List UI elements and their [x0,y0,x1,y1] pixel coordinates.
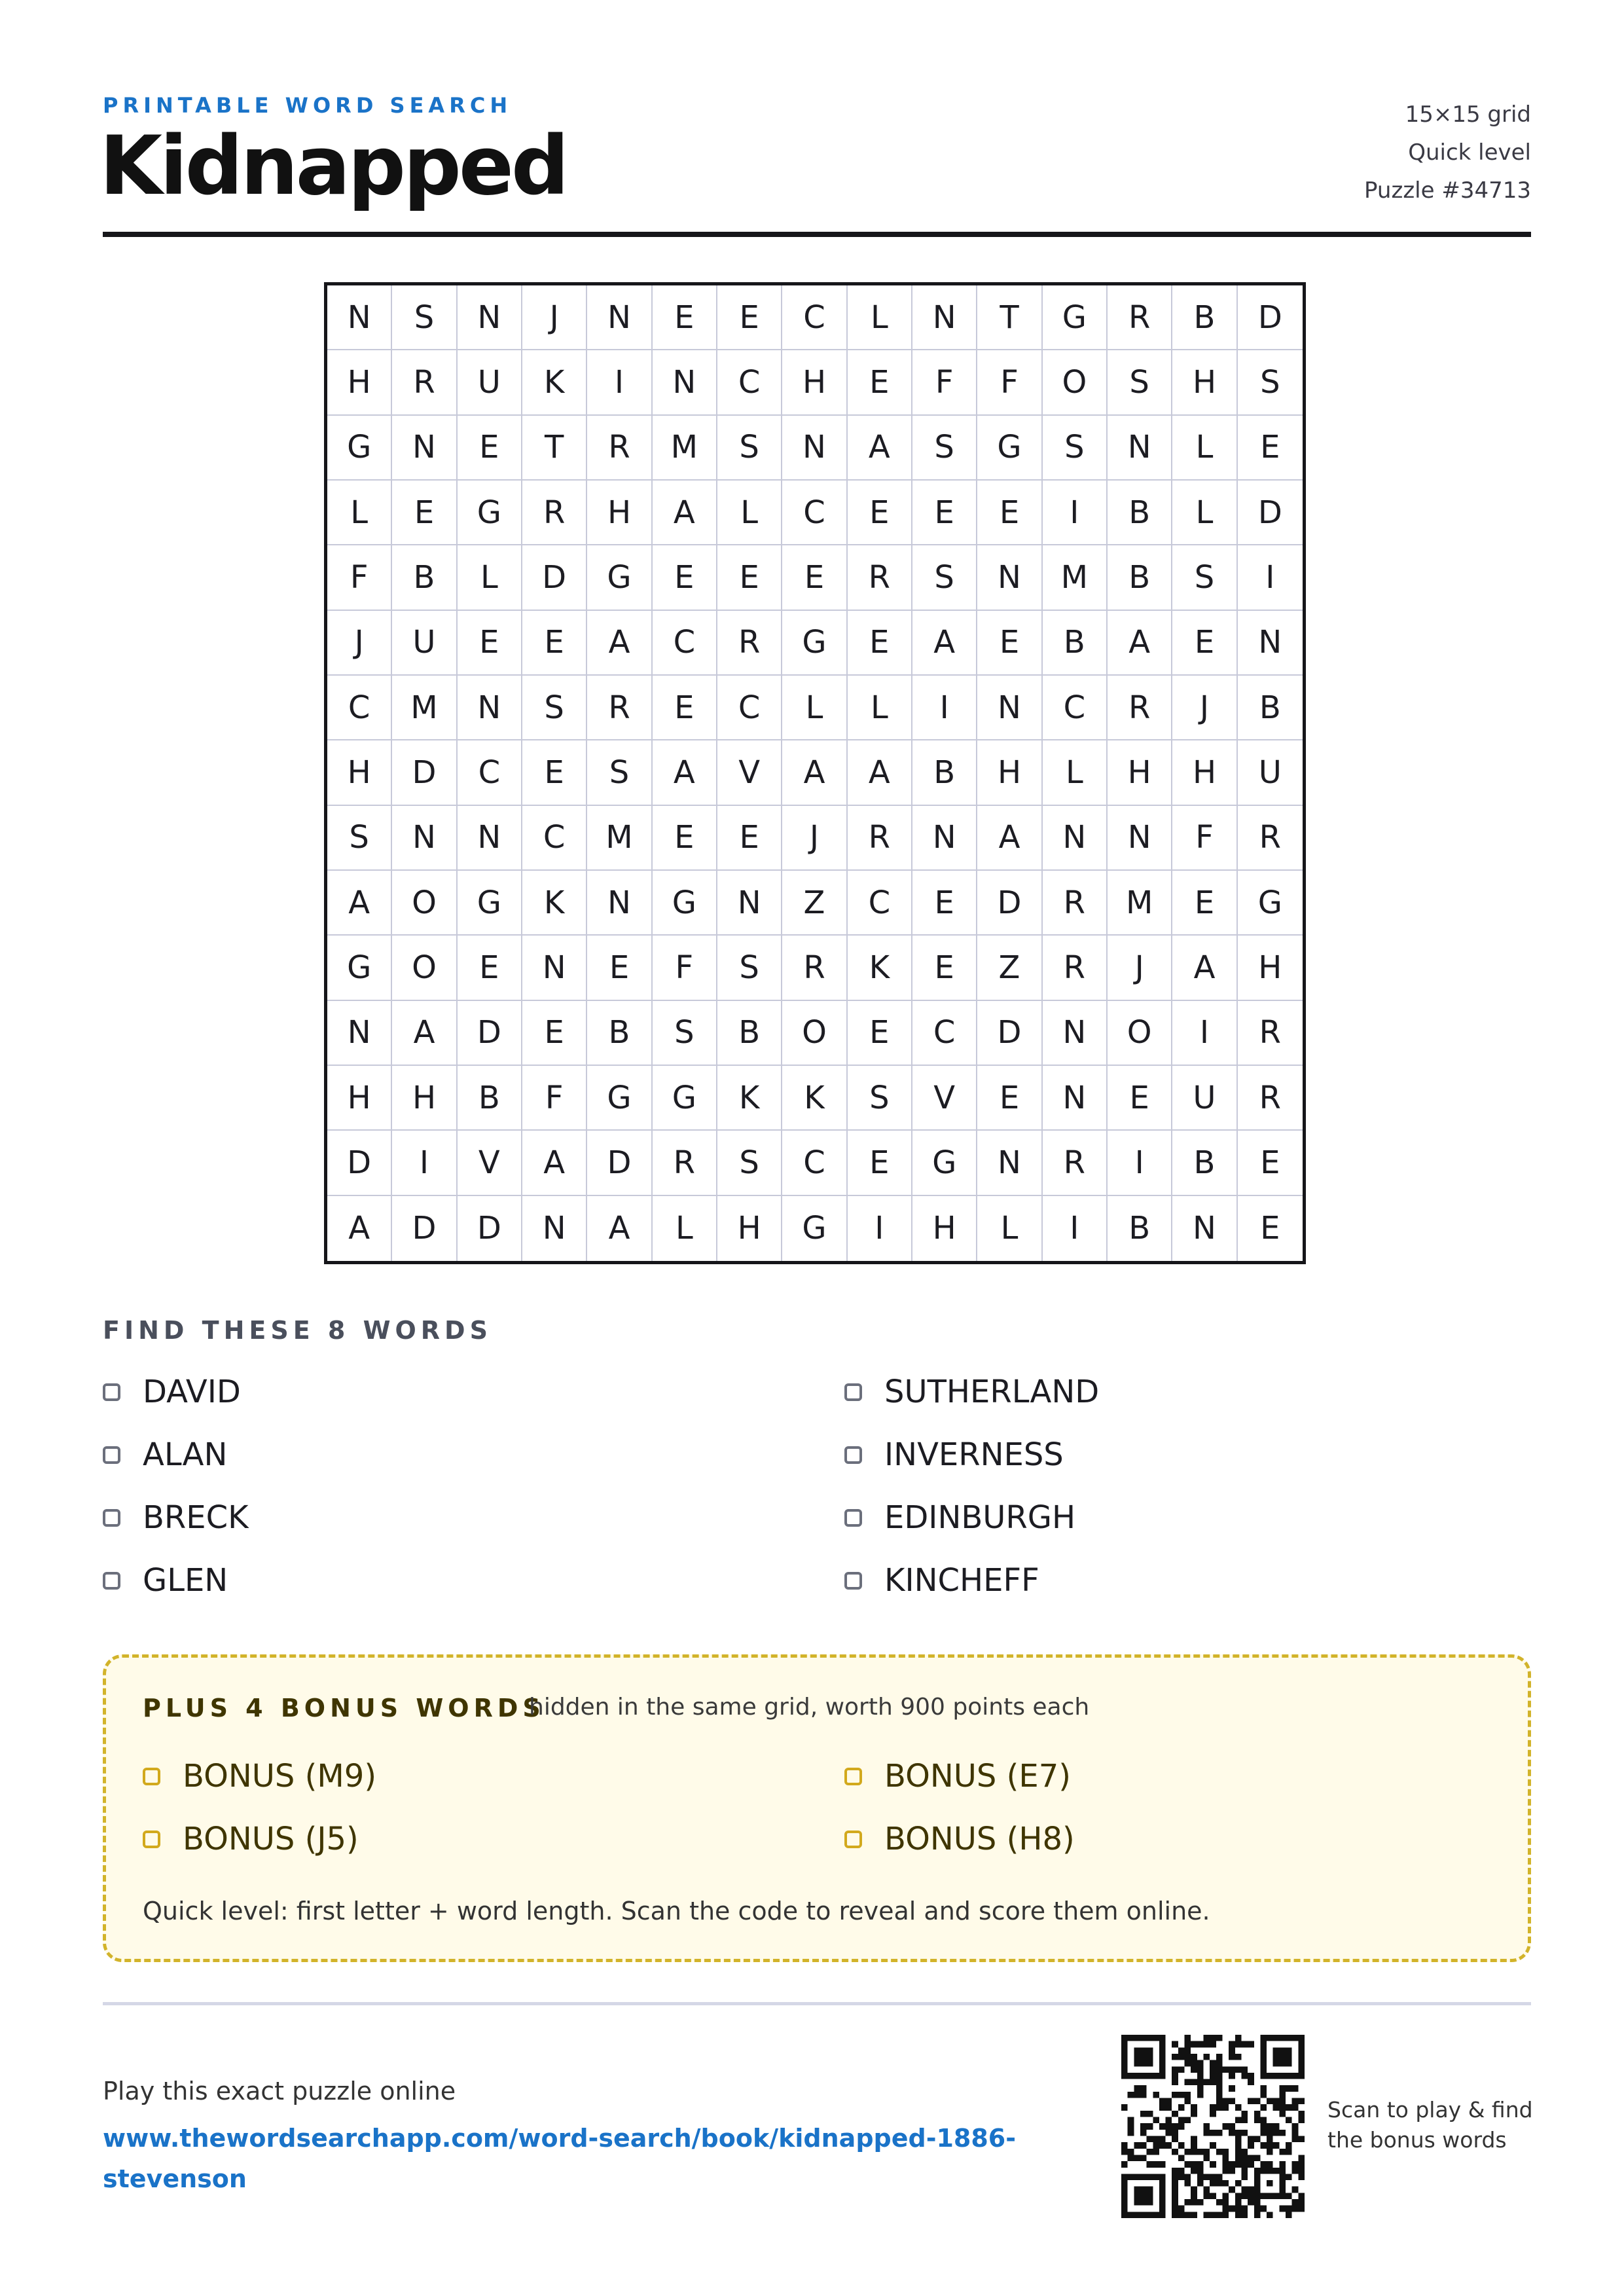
grid-cell[interactable]: N [977,545,1042,610]
word-item[interactable] [844,1374,1099,1410]
grid-cell[interactable]: N [912,285,977,350]
grid-cell[interactable]: L [717,481,782,545]
grid-cell[interactable]: A [977,806,1042,871]
grid-cell[interactable]: N [782,416,847,481]
grid-cell[interactable]: B [1172,1131,1237,1195]
grid-cell[interactable]: D [392,740,457,805]
checkbox-icon[interactable] [143,1768,160,1785]
grid-cell[interactable]: A [1108,611,1172,676]
grid-cell[interactable]: G [327,936,392,1000]
grid-cell[interactable]: I [1238,545,1303,610]
grid-cell[interactable]: M [587,806,652,871]
grid-cell[interactable]: S [327,806,392,871]
grid-cell[interactable]: F [653,936,717,1000]
grid-cell[interactable]: K [717,1066,782,1131]
puzzle-number-label: Puzzle #34713 [1364,177,1531,204]
grid-cell[interactable]: A [392,1001,457,1066]
grid-cell[interactable]: L [327,481,392,545]
grid-cell[interactable]: G [912,1131,977,1195]
grid-cell[interactable]: L [848,676,912,740]
grid-cell[interactable]: O [1108,1001,1172,1066]
grid-cell[interactable]: S [717,1131,782,1195]
word-label: BRECK [143,1499,249,1536]
bonus-word-item[interactable] [143,1821,359,1857]
scan-note-line: the bonus words [1327,2127,1507,2153]
grid-cell[interactable]: G [458,871,522,936]
grid-cell[interactable]: E [458,416,522,481]
grid-cell[interactable]: C [782,481,847,545]
grid-cell[interactable]: N [717,871,782,936]
grid-cell[interactable]: U [392,611,457,676]
checkbox-icon[interactable] [844,1572,862,1590]
grid-cell[interactable]: D [392,1196,457,1261]
grid-cell[interactable]: G [587,1066,652,1131]
grid-cell[interactable]: L [653,1196,717,1261]
grid-cell[interactable]: R [522,481,587,545]
grid-cell[interactable]: M [653,416,717,481]
grid-cell[interactable]: H [1172,740,1237,805]
grid-cell[interactable]: E [458,611,522,676]
bonus-word-label: BONUS (H8) [884,1821,1075,1857]
grid-cell[interactable]: E [653,676,717,740]
grid-cell[interactable]: D [458,1001,522,1066]
grid-cell[interactable]: O [392,936,457,1000]
grid-cell[interactable]: F [327,545,392,610]
grid-cell[interactable]: N [1238,611,1303,676]
grid-cell[interactable]: A [653,481,717,545]
grid-cell[interactable]: B [1108,545,1172,610]
grid-cell[interactable]: A [653,740,717,805]
grid-cell[interactable]: R [1238,806,1303,871]
grid-cell[interactable]: N [1172,1196,1237,1261]
eyebrow-label: PRINTABLE WORD SEARCH [103,93,513,118]
grid-cell[interactable]: H [1172,350,1237,415]
bonus-word-label: BONUS (M9) [183,1758,377,1795]
word-item[interactable] [844,1436,1064,1473]
grid-cell[interactable]: S [1172,545,1237,610]
grid-cell[interactable]: H [1238,936,1303,1000]
grid-cell[interactable]: E [587,936,652,1000]
qr-code-icon[interactable] [1121,2035,1305,2218]
grid-cell[interactable]: N [1043,1066,1108,1131]
grid-cell[interactable]: E [977,611,1042,676]
scan-note [1327,2095,1533,2155]
grid-cell[interactable]: B [1172,285,1237,350]
grid-cell[interactable]: K [782,1066,847,1131]
grid-cell[interactable]: M [1043,545,1108,610]
grid-cell[interactable]: H [327,1066,392,1131]
grid-cell[interactable]: A [587,611,652,676]
grid-cell[interactable]: A [327,1196,392,1261]
bonus-note: Quick level: first letter + word length. Scan the code to reveal and score them online. [143,1897,1210,1925]
grid-cell[interactable]: B [392,545,457,610]
bonus-word-label: BONUS (E7) [884,1758,1071,1795]
grid-cell[interactable]: R [1238,1066,1303,1131]
grid-cell[interactable]: L [782,676,847,740]
word-label: SUTHERLAND [884,1374,1100,1410]
grid-cell[interactable]: H [977,740,1042,805]
grid-cell[interactable]: V [717,740,782,805]
grid-cell[interactable]: E [653,285,717,350]
checkbox-icon[interactable] [844,1831,862,1848]
word-item[interactable] [844,1499,1075,1536]
grid-cell[interactable]: S [912,545,977,610]
grid-cell[interactable]: A [848,416,912,481]
puzzle-meta [1364,96,1531,210]
grid-cell[interactable]: R [848,806,912,871]
grid-cell[interactable]: G [587,545,652,610]
grid-cell[interactable]: D [977,871,1042,936]
word-label: EDINBURGH [884,1499,1076,1536]
grid-cell[interactable]: C [782,1131,847,1195]
grid-cell[interactable]: J [327,611,392,676]
grid-cell[interactable]: E [977,481,1042,545]
grid-cell[interactable]: B [912,740,977,805]
grid-cell[interactable]: N [458,676,522,740]
grid-cell[interactable]: R [1043,1131,1108,1195]
grid-cell[interactable]: F [1172,806,1237,871]
grid-cell[interactable]: G [1238,871,1303,936]
checkbox-icon[interactable] [844,1446,862,1464]
grid-cell[interactable]: L [848,285,912,350]
grid-cell[interactable]: O [1043,350,1108,415]
grid-cell[interactable]: B [1108,1196,1172,1261]
grid-cell[interactable]: E [522,611,587,676]
bonus-word-item[interactable] [844,1821,1075,1857]
grid-cell[interactable]: N [327,285,392,350]
grid-cell[interactable]: E [782,545,847,610]
grid-cell[interactable]: I [912,676,977,740]
checkbox-icon[interactable] [103,1383,120,1401]
grid-cell[interactable]: H [392,1066,457,1131]
grid-cell[interactable]: N [912,806,977,871]
grid-cell[interactable]: G [327,416,392,481]
header-divider [103,232,1531,237]
grid-cell[interactable]: H [717,1196,782,1261]
grid-cell[interactable]: N [522,1196,587,1261]
grid-cell[interactable]: G [653,871,717,936]
grid-cell[interactable]: R [1108,676,1172,740]
grid-cell[interactable]: C [912,1001,977,1066]
word-list-heading: FIND THESE 8 WORDS [103,1316,492,1345]
checkbox-icon[interactable] [844,1768,862,1785]
grid-cell[interactable]: R [782,936,847,1000]
grid-cell[interactable]: F [912,350,977,415]
grid-cell[interactable]: N [1043,806,1108,871]
grid-cell[interactable]: C [1043,676,1108,740]
bonus-word-label: BONUS (J5) [183,1821,359,1857]
grid-cell[interactable]: C [522,806,587,871]
grid-cell[interactable]: B [1043,611,1108,676]
grid-cell[interactable]: U [458,350,522,415]
grid-cell[interactable]: C [717,350,782,415]
grid-cell[interactable]: B [1238,676,1303,740]
grid-cell[interactable]: K [522,871,587,936]
word-item[interactable] [103,1436,227,1473]
grid-cell[interactable]: T [522,416,587,481]
grid-cell[interactable]: L [458,545,522,610]
grid-cell[interactable]: O [392,871,457,936]
grid-cell[interactable]: G [782,611,847,676]
grid-cell[interactable]: E [848,1001,912,1066]
grid-cell[interactable]: E [1172,871,1237,936]
grid-cell[interactable]: B [587,1001,652,1066]
word-item[interactable] [103,1562,228,1599]
grid-cell[interactable]: E [653,806,717,871]
grid-cell[interactable]: B [717,1001,782,1066]
checkbox-icon[interactable] [143,1831,160,1848]
grid-cell[interactable]: H [1108,740,1172,805]
word-item[interactable] [844,1562,1039,1599]
grid-cell[interactable]: E [848,611,912,676]
grid-cell[interactable]: R [717,611,782,676]
grid-cell[interactable]: I [392,1131,457,1195]
grid-cell[interactable]: G [458,481,522,545]
play-online-label: Play this exact puzzle online [103,2077,456,2105]
grid-cell[interactable]: E [848,1131,912,1195]
grid-cell[interactable]: G [1043,285,1108,350]
grid-cell[interactable]: K [522,350,587,415]
grid-cell[interactable]: E [458,936,522,1000]
letter-grid [324,282,1306,1264]
grid-cell[interactable]: D [977,1001,1042,1066]
grid-cell[interactable]: N [522,936,587,1000]
grid-cell[interactable]: S [587,740,652,805]
grid-cell[interactable]: S [1043,416,1108,481]
grid-cell[interactable]: R [848,545,912,610]
grid-cell[interactable]: E [1108,1066,1172,1131]
word-item[interactable] [103,1499,249,1536]
grid-cell[interactable]: E [392,481,457,545]
grid-cell[interactable]: D [1238,481,1303,545]
grid-cell[interactable]: N [587,285,652,350]
grid-cell[interactable]: H [782,350,847,415]
grid-cell[interactable]: E [522,1001,587,1066]
grid-cell[interactable]: N [327,1001,392,1066]
grid-cell[interactable]: N [392,806,457,871]
checkbox-icon[interactable] [103,1446,120,1464]
grid-cell[interactable]: S [912,416,977,481]
grid-cell[interactable]: R [392,350,457,415]
grid-cell[interactable]: S [392,285,457,350]
grid-cell[interactable]: E [1260,1210,1280,1247]
word-label: GLEN [143,1562,228,1599]
grid-cell[interactable]: E [522,740,587,805]
grid-cell[interactable]: S [717,936,782,1000]
grid-cell[interactable]: D [587,1131,652,1195]
bonus-word-item[interactable] [143,1758,376,1795]
grid-cell[interactable]: I [848,1196,912,1261]
grid-cell[interactable]: N [1108,806,1172,871]
checkbox-icon[interactable] [103,1509,120,1527]
grid-cell[interactable]: U [1172,1066,1237,1131]
checkbox-icon[interactable] [844,1509,862,1527]
grid-cell[interactable]: R [1043,871,1108,936]
word-label: ALAN [143,1436,228,1473]
bonus-word-item[interactable] [844,1758,1071,1795]
word-item[interactable] [103,1374,241,1410]
grid-cell[interactable]: A [1172,936,1237,1000]
grid-cell[interactable]: T [977,285,1042,350]
grid-cell[interactable]: J [522,285,587,350]
grid-cell[interactable]: V [912,1066,977,1131]
grid-cell[interactable]: A [522,1131,587,1195]
grid-cell[interactable]: H [327,350,392,415]
grid-cell[interactable]: E [912,481,977,545]
footer-divider [103,2002,1531,2005]
grid-cell[interactable]: D [522,545,587,610]
grid-cell[interactable]: D [327,1131,392,1195]
grid-cell[interactable]: Z [977,936,1042,1000]
grid-cell[interactable]: L [977,1196,1042,1261]
grid-cell[interactable]: I [1043,481,1108,545]
grid-cell[interactable]: J [1172,676,1237,740]
grid-cell[interactable]: A [782,740,847,805]
grid-cell[interactable]: U [1238,740,1303,805]
grid-cell[interactable]: S [522,676,587,740]
grid-cell[interactable]: N [977,1131,1042,1195]
grid-cell[interactable]: I [587,350,652,415]
grid-cell[interactable]: R [1238,1001,1303,1066]
grid-cell[interactable]: E [717,285,782,350]
bonus-heading: PLUS 4 BONUS WORDS [143,1694,545,1722]
grid-cell[interactable]: F [522,1066,587,1131]
grid-cell[interactable]: C [717,676,782,740]
checkbox-icon[interactable] [844,1383,862,1401]
grid-cell[interactable]: J [1108,936,1172,1000]
grid-cell[interactable]: L [1172,416,1237,481]
grid-cell[interactable]: N [458,806,522,871]
grid-cell[interactable]: Z [782,871,847,936]
grid-cell[interactable]: C [327,676,392,740]
grid-cell[interactable]: A [327,871,392,936]
grid-cell[interactable]: E [848,350,912,415]
grid-cell[interactable]: B [458,1066,522,1131]
grid-cell[interactable]: K [848,936,912,1000]
grid-cell[interactable]: A [587,1196,652,1261]
grid-size-label: 15×15 grid [1405,101,1531,128]
grid-cell[interactable]: F [977,350,1042,415]
grid-cell[interactable]: S [653,1001,717,1066]
grid-cell[interactable]: E [717,545,782,610]
grid-cell[interactable]: D [458,1196,522,1261]
grid-cell[interactable]: L [1043,740,1108,805]
grid-cell[interactable]: N [458,285,522,350]
word-label: KINCHEFF [884,1562,1039,1599]
grid-cell[interactable]: H [912,1196,977,1261]
grid-cell[interactable]: O [782,1001,847,1066]
grid-cell[interactable]: S [848,1066,912,1131]
grid-cell[interactable]: S [1238,350,1303,415]
grid-cell[interactable]: H [327,740,392,805]
grid-cell[interactable]: I [1043,1196,1108,1261]
grid-cell[interactable]: N [587,871,652,936]
grid-cell[interactable]: G [653,1066,717,1131]
grid-cell[interactable]: C [653,611,717,676]
grid-cell[interactable]: N [392,416,457,481]
grid-cell[interactable]: E [1238,1131,1303,1195]
grid-cell[interactable]: R [587,416,652,481]
grid-cell[interactable]: N [1108,416,1172,481]
grid-cell[interactable]: E [653,545,717,610]
word-label: INVERNESS [884,1436,1064,1473]
grid-cell[interactable]: E [1172,611,1237,676]
grid-cell[interactable]: E [912,871,977,936]
grid-cell[interactable]: J [782,806,847,871]
grid-cell[interactable]: N [653,350,717,415]
grid-cell[interactable]: E [1238,416,1303,481]
grid-cell[interactable]: C [848,871,912,936]
grid-cell[interactable]: I [1108,1131,1172,1195]
grid-cell[interactable]: G [977,416,1042,481]
grid-cell[interactable]: G [782,1196,847,1261]
grid-cell[interactable]: C [782,285,847,350]
grid-cell[interactable]: H [587,481,652,545]
level-label: Quick level [1408,139,1531,166]
checkbox-icon[interactable] [103,1572,120,1590]
grid-cell[interactable]: E [848,481,912,545]
word-label: DAVID [143,1374,241,1410]
grid-cell[interactable]: N [1043,1001,1108,1066]
grid-cell[interactable]: S [1108,350,1172,415]
grid-cell[interactable]: N [977,676,1042,740]
grid-cell[interactable]: A [912,611,977,676]
grid-cell[interactable]: M [392,676,457,740]
grid-cell[interactable]: C [458,740,522,805]
grid-cell[interactable]: B [1108,481,1172,545]
puzzle-url-link[interactable]: www.thewordsearchapp.com/word-search/book/kidnapped-1886-stevenson [103,2124,1016,2193]
grid-cell[interactable]: R [1043,936,1108,1000]
grid-cell[interactable]: I [1172,1001,1237,1066]
grid-cell[interactable]: E [977,1066,1042,1131]
grid-cell[interactable]: R [587,676,652,740]
scan-note-line: Scan to play & find [1327,2097,1533,2123]
grid-cell[interactable]: E [912,936,977,1000]
grid-cell[interactable]: L [1172,481,1237,545]
grid-cell[interactable]: R [653,1131,717,1195]
page-title: Kidnapped [99,119,567,213]
bonus-subheading: hidden in the same grid, worth 900 points each [529,1694,1090,1721]
grid-cell[interactable]: A [848,740,912,805]
grid-cell[interactable]: M [1108,871,1172,936]
grid-cell[interactable]: D [1238,285,1303,350]
grid-cell[interactable]: V [458,1131,522,1195]
grid-cell[interactable]: E [717,806,782,871]
grid-cell[interactable]: S [717,416,782,481]
grid-cell[interactable]: R [1108,285,1172,350]
